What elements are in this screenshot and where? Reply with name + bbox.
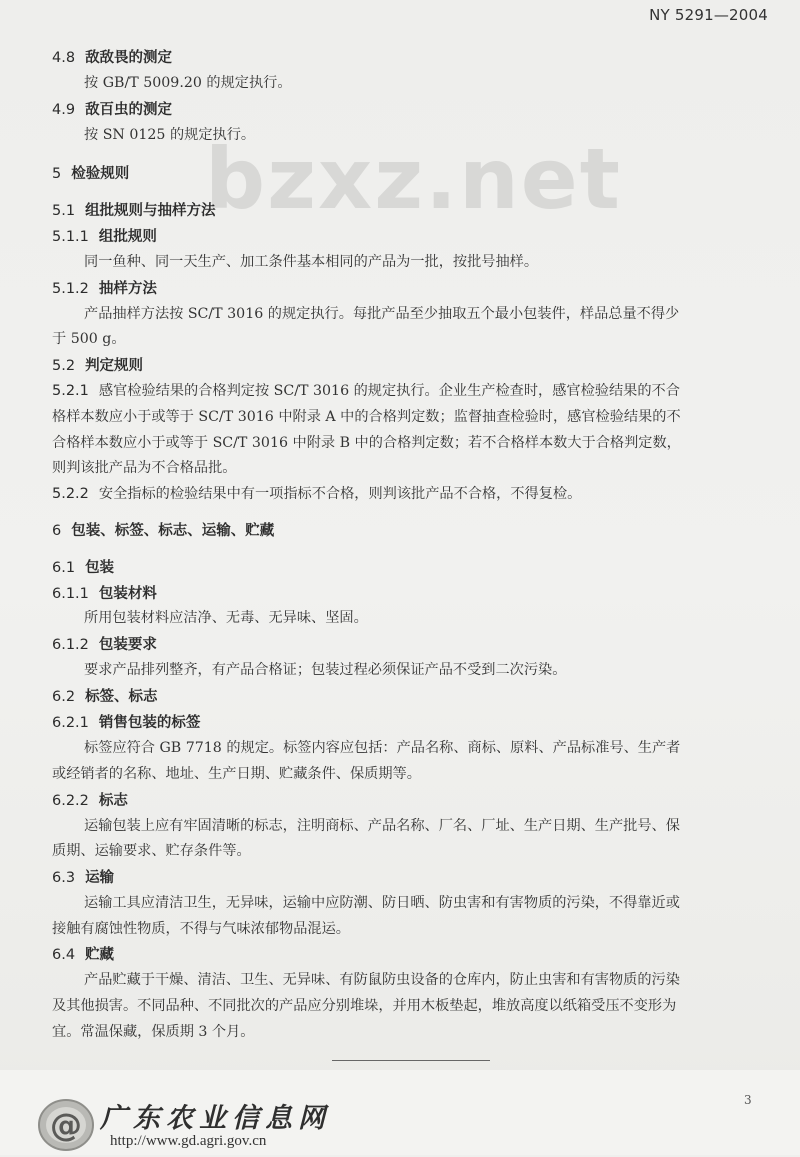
section-title: 贮藏 [85, 947, 115, 963]
paragraph: 产品抽样方法按 SC/T 3016 的规定执行。每批产品至少抽取五个最小包装件，样品总量不得少 [84, 306, 680, 322]
section-heading-6-1-2 [52, 633, 157, 654]
section-title: 判定规则 [85, 358, 144, 374]
paragraph-continuation: 接触有腐蚀性物质，不得与气味浓郁物品混运。 [52, 921, 350, 937]
section-heading-6-1-1 [52, 582, 157, 603]
section-number: 4.9 [52, 102, 76, 118]
section-number: 6.2 [52, 689, 76, 705]
section-number: 5.1.2 [52, 281, 89, 297]
section-title: 标签、标志 [85, 689, 158, 705]
paragraph-text: 感官检验结果的合格判定按 SC/T 3016 的规定执行。企业生产检查时，感官检验结果的不合 [98, 383, 680, 399]
section-heading-5-2 [52, 354, 143, 375]
section-number: 6.2.2 [52, 793, 89, 809]
paragraph-continuation: 及其他损害。不同品种、不同批次的产品应分别堆垛，并用木板垫起，堆放高度以纸箱受压不变形为 [52, 998, 677, 1014]
numbered-paragraph-5-2-2 [52, 483, 581, 503]
section-heading-6-2-1 [52, 711, 200, 732]
section-title: 敌敌畏的测定 [85, 50, 173, 66]
brand-url[interactable]: http://www.gd.agri.gov.cn [110, 1133, 267, 1149]
paragraph-continuation: 宜。常温保藏，保质期 3 个月。 [52, 1024, 255, 1040]
section-number: 6.3 [52, 870, 76, 886]
paragraph-continuation: 质期、运输要求、贮存条件等。 [52, 843, 251, 859]
paragraph: 产品贮藏于干燥、清洁、卫生、无异味、有防鼠防虫设备的仓库内，防止虫害和有害物质的污染 [84, 972, 680, 988]
watermark: bzxz.net [205, 130, 622, 228]
section-heading-4-8 [52, 46, 172, 67]
section-number: 5.1.1 [52, 229, 89, 245]
paragraph: 所用包装材料应洁净、无毒、无异味、坚固。 [84, 610, 368, 626]
section-heading-6-2-2 [52, 789, 128, 810]
section-title: 包装、标签、标志、运输、贮藏 [71, 523, 275, 539]
brand-name: 广东农业信息网 [100, 1103, 331, 1134]
section-number: 6.1.2 [52, 637, 89, 653]
section-heading-6-3 [52, 866, 114, 887]
paragraph: 按 GB/T 5009.20 的规定执行。 [84, 75, 292, 91]
paragraph-continuation: 合格样本数应小于或等于 SC/T 3016 中附录 B 中的合格判定数；若不合格样本数大于合格判定数， [52, 435, 681, 451]
section-title: 包装 [85, 560, 115, 576]
paragraph-continuation: 格样本数应小于或等于 SC/T 3016 中附录 A 中的合格判定数；监督抽查检验时，感官检验结果的不 [52, 409, 681, 425]
paragraph: 按 SN 0125 的规定执行。 [84, 127, 256, 143]
paragraph: 标签应符合 GB 7718 的规定。标签内容应包括：产品名称、商标、原料、产品标准号、生产者 [84, 740, 681, 756]
section-title: 销售包装的标签 [98, 715, 201, 731]
section-number: 4.8 [52, 50, 76, 66]
section-number: 5.2 [52, 358, 76, 374]
section-title: 标志 [98, 793, 128, 809]
section-title: 敌百虫的测定 [85, 102, 173, 118]
paragraph-continuation: 或经销者的名称、地址、生产日期、贮藏条件、保质期等。 [52, 766, 421, 782]
section-title: 组批规则与抽样方法 [85, 203, 216, 219]
section-heading-6-4 [52, 943, 114, 964]
standard-code: NY 5291—2004 [649, 6, 768, 24]
section-number: 6.1 [52, 560, 76, 576]
paragraph-continuation: 于 500 g。 [52, 331, 126, 347]
at-sign-globe-icon [36, 1095, 98, 1153]
section-heading-5 [52, 162, 129, 183]
paragraph: 同一鱼种、同一天生产、加工条件基本相同的产品为一批，按批号抽样。 [84, 254, 539, 270]
paragraph-text: 安全指标的检验结果中有一项指标不合格，则判该批产品不合格，不得复检。 [98, 486, 582, 502]
section-number: 5 [52, 166, 62, 182]
section-heading-5-1 [52, 199, 216, 220]
section-heading-6-2 [52, 685, 158, 706]
section-title: 抽样方法 [98, 281, 157, 297]
footer-divider [332, 1060, 490, 1061]
section-title: 运输 [85, 870, 115, 886]
numbered-paragraph-5-2-1 [52, 380, 680, 400]
section-title: 包装要求 [98, 637, 157, 653]
page-number: 3 [744, 1093, 752, 1107]
section-title: 检验规则 [71, 166, 130, 182]
paragraph-continuation: 则判该批产品为不合格品批。 [52, 460, 237, 476]
section-heading-6-1 [52, 556, 114, 577]
section-heading-4-9 [52, 98, 172, 119]
section-heading-6 [52, 519, 274, 540]
paragraph: 运输包装上应有牢固清晰的标志，注明商标、产品名称、厂名、厂址、生产日期、生产批号、保 [84, 818, 680, 834]
section-number: 6 [52, 523, 62, 539]
section-number: 5.1 [52, 203, 76, 219]
section-number: 6.1.1 [52, 586, 89, 602]
section-heading-5-1-2 [52, 277, 157, 298]
paragraph: 运输工具应清洁卫生，无异味，运输中应防潮、防日晒、防虫害和有害物质的污染，不得靠近或 [84, 895, 680, 911]
section-number: 6.4 [52, 947, 76, 963]
paragraph: 要求产品排列整齐，有产品合格证；包装过程必须保证产品不受到二次污染。 [84, 662, 567, 678]
section-heading-5-1-1 [52, 225, 157, 246]
section-number: 6.2.1 [52, 715, 89, 731]
section-number: 5.2.2 [52, 486, 89, 502]
section-title: 组批规则 [98, 229, 157, 245]
section-number: 5.2.1 [52, 383, 89, 399]
svg-text:@: @ [50, 1106, 82, 1144]
section-title: 包装材料 [98, 586, 157, 602]
